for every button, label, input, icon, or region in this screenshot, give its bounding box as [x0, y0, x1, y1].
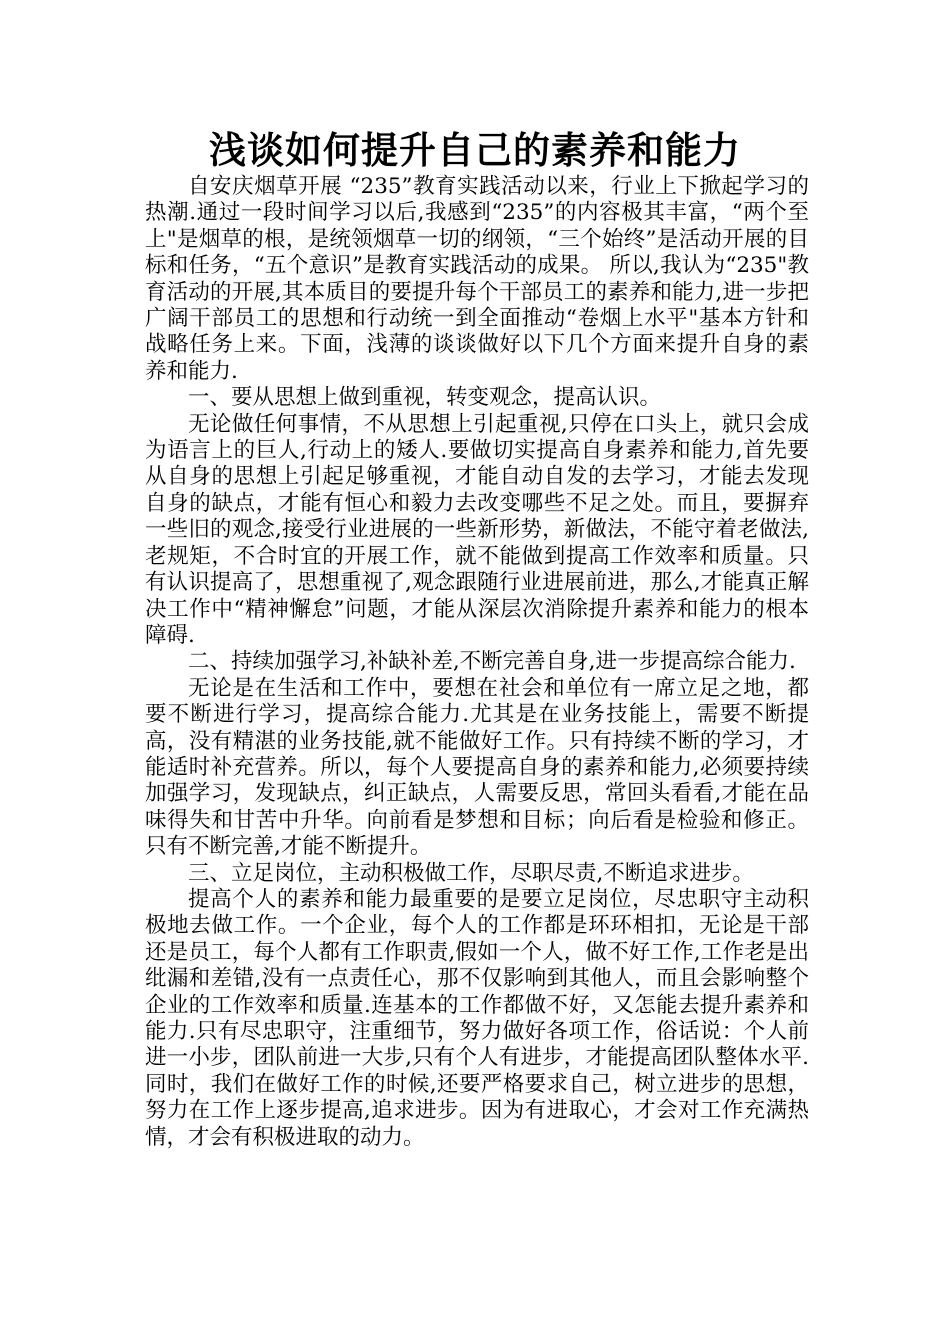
- section-paragraph-1: 无论做任何事情，不从思想上引起重视,只停在口头上，就只会成为语言上的巨人,行动上的矮人.要做切实提高自身素养和能力,首先要从自身的思想上引起足够重视，才能自动自发的去学习，才能去发现自身的缺点，才能有恒心和毅力去改变哪些不足之处。而且，要摒弃一些旧的观念,接受行业进展的一些新形势，新做法，不能守着老做法,老规矩，不合时宜的开展工作，就不能做到提高工作效率和质量。只有认识提高了，思想重视了,观念跟随行业进展前进，那么,才能真正解决工作中“精神懈怠”问题，才能从深层次消除提升素养和能力的根本障碍.: [145, 411, 809, 648]
- page-title: 浅谈如何提升自己的素养和能力: [209, 128, 741, 172]
- section-heading-3: 三、立足岗位，主动积极做工作，尽职尽责,不断追求进步。: [188, 860, 754, 886]
- section-heading-1: 一、要从思想上做到重视，转变观念，提高认识。: [188, 385, 662, 411]
- document-body: [145, 174, 809, 1151]
- section-paragraph-2: 无论是在生活和工作中，要想在社会和单位有一席立足之地，都要不断进行学习，提高综合能力.尤其是在业务技能上，需要不断提高，没有精湛的业务技能,就不能做好工作。只有持续不断的学习，才能适时补充营养。所以，每个人要提高自身的素养和能力,必须要持续加强学习，发现缺点，纠正缺点，人需要反思，常回头看看,才能在品味得失和甘苦中升华。向前看是梦想和目标；向后看是检验和修正。只有不断完善,才能不断提升。: [145, 675, 809, 860]
- section-heading-2: 二、持续加强学习,补缺补差,不断完善自身,进一步提高综合能力.: [188, 649, 796, 675]
- section-paragraph-3: 提高个人的素养和能力最重要的是要立足岗位，尽忠职守主动积极地去做工作。一个企业，每个人的工作都是环环相扣，无论是干部还是员工，每个人都有工作职责,假如一个人，做不好工作,工作老是出纰漏和差错,没有一点责任心，那不仅影响到其他人，而且会影响整个企业的工作效率和质量.连基本的工作都做不好，又怎能去提升素养和能力.只有尽忠职守，注重细节，努力做好各项工作，俗话说：个人前进一小步，团队前进一大步,只有个人有进步，才能提高团队整体水平.同时，我们在做好工作的时候,还要严格要求自己，树立进步的思想，努力在工作上逐步提高,追求进步。因为有进取心，才会对工作充满热情，才会有积极进取的动力。: [145, 886, 809, 1150]
- intro-paragraph: 自安庆烟草开展 “235”教育实践活动以来，行业上下掀起学习的热潮.通过一段时间学习以后,我感到“235”的内容极其丰富，“两个至上"是烟草的根，是统领烟草一切的纲领，“三个始终”是活动开展的目标和任务，“五个意识”是教育实践活动的成果。 所以,我认为“235"教育活动的开展,其本质目的要提升每个干部员工的素养和能力,进一步把广阔干部员工的思想和行动统一到全面推动“卷烟上水平"基本方针和战略任务上来。下面，浅薄的谈谈做好以下几个方面来提升自身的素养和能力.: [145, 174, 809, 384]
